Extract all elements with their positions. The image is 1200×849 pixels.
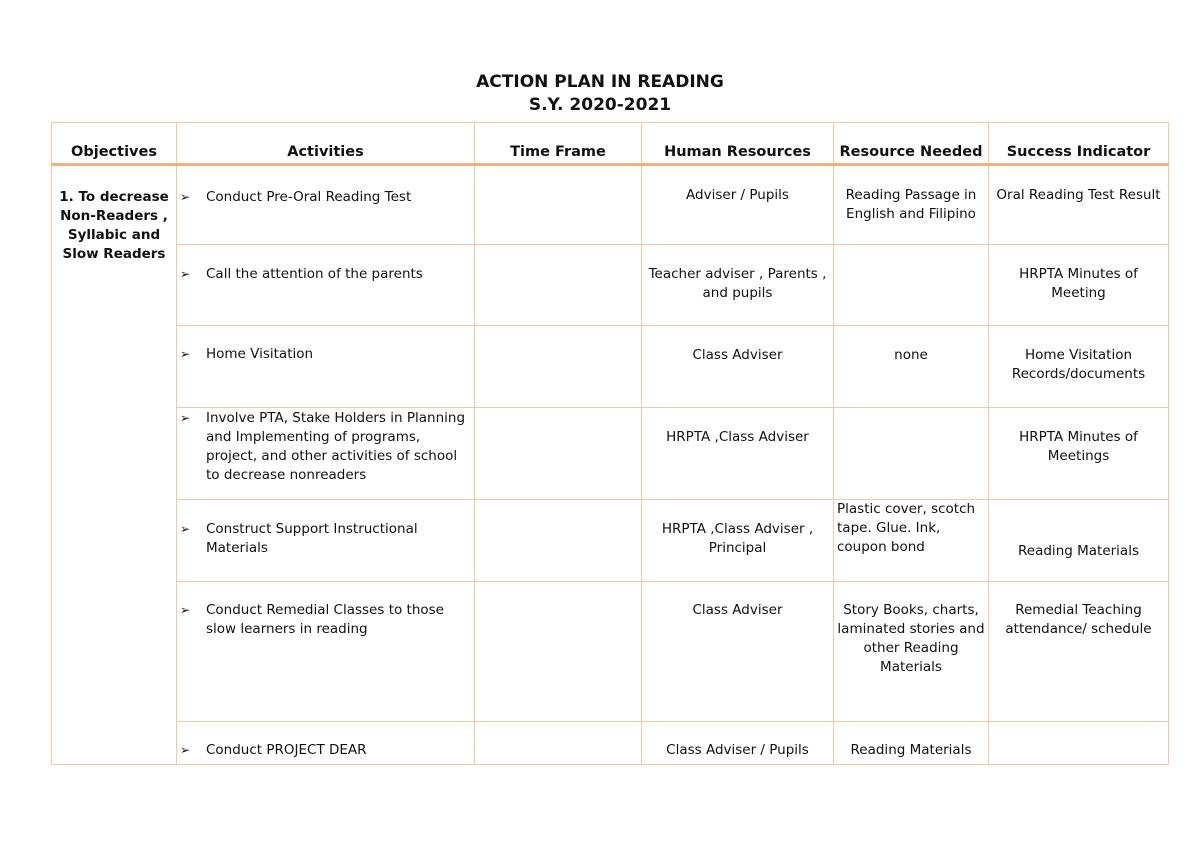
activity-cell <box>177 500 475 582</box>
table-row <box>52 245 1169 326</box>
human-resources-cell: Teacher adviser , Parents , and pupils <box>642 245 834 326</box>
header-success-indicator: Success Indicator <box>989 123 1169 165</box>
resource-needed-cell: Reading Passage in English and Filipino <box>834 165 989 245</box>
success-indicator-cell: HRPTA Minutes of Meeting <box>989 245 1169 326</box>
header-activities: Activities <box>177 123 475 165</box>
header-row <box>52 123 1169 165</box>
document-title <box>0 71 1200 117</box>
time-frame-cell <box>475 245 642 326</box>
activity-cell <box>177 408 475 500</box>
resource-needed-cell <box>834 408 989 500</box>
table-row <box>52 722 1169 765</box>
success-indicator-cell <box>989 722 1169 765</box>
objective-cell: 1. To decrease Non-Readers , Syllabic and Slow Readers <box>52 165 177 765</box>
success-indicator-cell: Oral Reading Test Result <box>989 165 1169 245</box>
activity-cell <box>177 722 475 765</box>
time-frame-cell <box>475 500 642 582</box>
time-frame-cell <box>475 408 642 500</box>
activity-cell <box>177 245 475 326</box>
time-frame-cell <box>475 165 642 245</box>
table-row <box>52 408 1169 500</box>
table-row <box>52 500 1169 582</box>
arrow-bullet-icon: ➢ <box>180 743 191 757</box>
time-frame-cell <box>475 326 642 408</box>
activity-text: Construct Support Instructional Materials <box>206 521 418 556</box>
activity-cell <box>177 165 475 245</box>
action-plan-table <box>51 122 1169 765</box>
arrow-bullet-icon: ➢ <box>180 347 191 361</box>
activity-text: Conduct Remedial Classes to those slow learners in reading <box>206 602 444 637</box>
header-resource-needed: Resource Needed <box>834 123 989 165</box>
title-line-2: S.Y. 2020-2021 <box>528 95 672 115</box>
resource-needed-cell: none <box>834 326 989 408</box>
activity-text: Conduct PROJECT DEAR <box>206 742 367 758</box>
arrow-bullet-icon: ➢ <box>180 190 191 204</box>
table-row <box>52 165 1169 245</box>
time-frame-cell <box>475 582 642 722</box>
activity-cell <box>177 326 475 408</box>
resource-needed-cell: Plastic cover, scotch tape. Glue. Ink, coupon bond <box>834 500 989 582</box>
human-resources-cell: Class Adviser <box>642 326 834 408</box>
activity-text: Involve PTA, Stake Holders in Planning and Implementing of programs, project, and other activities of school to decrease nonreaders <box>206 410 466 483</box>
success-indicator-cell: Remedial Teaching attendance/ schedule <box>989 582 1169 722</box>
arrow-bullet-icon: ➢ <box>180 522 191 536</box>
resource-needed-cell: Story Books, charts, laminated stories and other Reading Materials <box>834 582 989 722</box>
human-resources-cell: Adviser / Pupils <box>642 165 834 245</box>
activity-text: Conduct Pre-Oral Reading Test <box>206 189 412 205</box>
activity-cell <box>177 582 475 722</box>
arrow-bullet-icon: ➢ <box>180 603 191 617</box>
human-resources-cell: Class Adviser / Pupils <box>642 722 834 765</box>
header-time-frame: Time Frame <box>475 123 642 165</box>
success-indicator-cell: Home Visitation Records/documents <box>989 326 1169 408</box>
resource-needed-cell: Reading Materials <box>834 722 989 765</box>
success-indicator-cell: HRPTA Minutes of Meetings <box>989 408 1169 500</box>
human-resources-cell: HRPTA ,Class Adviser <box>642 408 834 500</box>
activity-text: Home Visitation <box>206 346 314 362</box>
time-frame-cell <box>475 722 642 765</box>
table-row <box>52 582 1169 722</box>
activity-text: Call the attention of the parents <box>206 266 423 282</box>
header-objectives: Objectives <box>52 123 177 165</box>
table-row <box>52 326 1169 408</box>
human-resources-cell: Class Adviser <box>642 582 834 722</box>
arrow-bullet-icon: ➢ <box>180 411 191 425</box>
resource-needed-cell <box>834 245 989 326</box>
arrow-bullet-icon: ➢ <box>180 267 191 281</box>
human-resources-cell: HRPTA ,Class Adviser , Principal <box>642 500 834 582</box>
success-indicator-cell: Reading Materials <box>989 500 1169 582</box>
header-human-resources: Human Resources <box>642 123 834 165</box>
title-line-1: ACTION PLAN IN READING <box>476 72 724 92</box>
